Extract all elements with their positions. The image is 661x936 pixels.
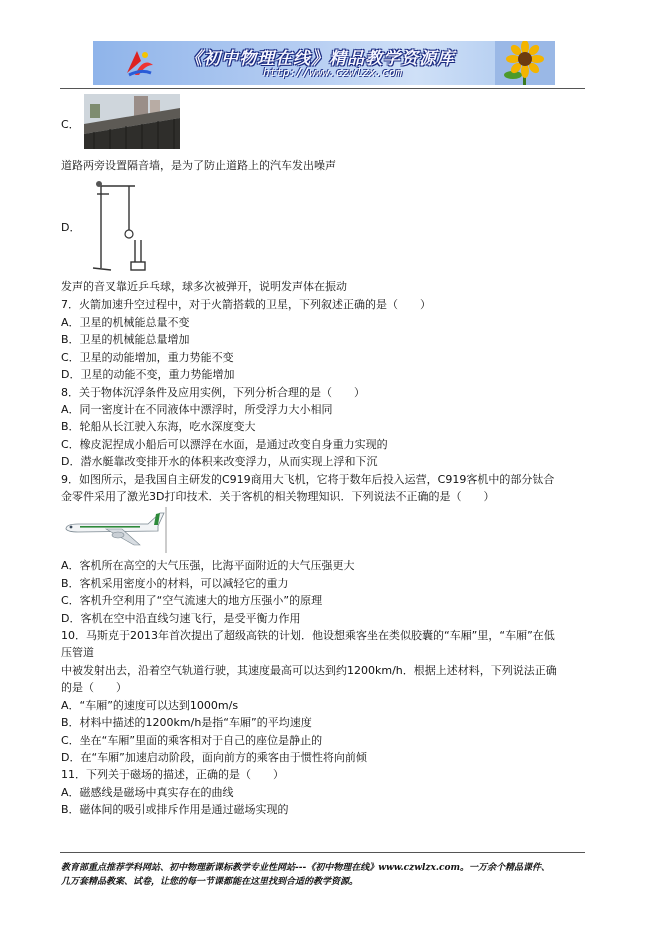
option-c-label: C． <box>61 118 80 131</box>
question-8-stem: 8．关于物体沉浮条件及应用实例，下列分析合理的是（ ） <box>61 386 365 399</box>
question-7-option-a: A．卫星的机械能总量不变 <box>61 316 190 329</box>
question-10-stem-line1: 10．马斯克于2013年首次提出了超级高铁的计划．他设想乘客坐在类似胶囊的“车厢”里，“车厢”在低 <box>61 629 555 642</box>
question-10-option-a: A．“车厢”的速度可以达到1000m/s <box>61 699 239 712</box>
question-10-option-b: B．材料中描述的1200km/h是指“车厢”的平均速度 <box>61 716 312 729</box>
question-9-option-c: C．客机升空利用了“空气流速大的地方压强小”的原理 <box>61 594 323 607</box>
question-9-stem-line1: 9．如图所示，是我国自主研发的C919商用大飞机，它将于数年后投入运营，C919客机中的部分钛合 <box>61 473 555 486</box>
question-8-option-b: B．轮船从长江驶入东海，吃水深度变大 <box>61 420 256 433</box>
question-10-option-d: D．在“车厢”加速启动阶段，面向前方的乘客由于惯性将向前倾 <box>61 751 367 764</box>
question-10-option-c: C．坐在“车厢”里面的乘客相对于自己的座位是静止的 <box>61 734 323 747</box>
question-11-stem: 11．下列关于磁场的描述，正确的是（ ） <box>61 768 284 781</box>
option-d-caption: 发声的音叉靠近乒乓球，球多次被弹开，说明发声体在振动 <box>61 280 347 293</box>
question-10-stem-line2: 压管道 <box>61 646 94 659</box>
header-title: 《初中物理在线》精品教学资源库 <box>185 49 455 69</box>
question-8-option-c: C．橡皮泥捏成小船后可以漂浮在水面，是通过改变自身重力实现的 <box>61 438 388 451</box>
question-7-stem: 7．火箭加速升空过程中，对于火箭搭载的卫星，下列叙述正确的是（ ） <box>61 298 431 311</box>
sound-barrier-photo <box>84 94 180 149</box>
header-url[interactable]: http://www.czwlzx.com <box>263 66 403 79</box>
question-7-option-d: D．卫星的动能不变，重力势能增加 <box>61 368 235 381</box>
question-10-stem-line3: 中被发射出去，沿着空气轨道行驶，其速度最高可以达到约1200km/h．根据上述材料，下列说法正确 <box>61 664 557 677</box>
sunflower-icon <box>495 41 555 85</box>
c919-airplane-photo <box>62 507 168 553</box>
question-9-option-a: A．客机所在高空的大气压强，比海平面附近的大气压强更大 <box>61 559 355 572</box>
question-7-option-c: C．卫星的动能增加，重力势能不变 <box>61 351 234 364</box>
question-10-stem-line4: 的是（ ） <box>61 681 127 694</box>
header-divider <box>60 88 585 89</box>
question-8-option-a: A．同一密度计在不同液体中漂浮时，所受浮力大小相同 <box>61 403 333 416</box>
option-c-caption: 道路两旁设置隔音墙，是为了防止道路上的汽车发出噪声 <box>61 159 336 172</box>
question-7-option-b: B．卫星的机械能总量增加 <box>61 333 190 346</box>
question-9-stem-line2: 金零件采用了激光3D打印技术．关于客机的相关物理知识．下列说法不正确的是（ ） <box>61 490 495 503</box>
question-8-option-d: D．潜水艇靠改变排开水的体积来改变浮力，从而实现上浮和下沉 <box>61 455 378 468</box>
site-logo-icon <box>123 47 155 79</box>
footer-divider <box>60 852 585 853</box>
footer-line-1: 教育部重点推荐学科网站、初中物理新课标教学专业性网站---《初中物理在线》www.czwlzx.com。一万余个精品课件、 <box>61 863 551 873</box>
question-9-option-d: D．客机在空中沿直线匀速飞行，是受平衡力作用 <box>61 612 301 625</box>
question-9-option-b: B．客机采用密度小的材料，可以减轻它的重力 <box>61 577 289 590</box>
question-11-option-b: B．磁体间的吸引或排斥作用是通过磁场实现的 <box>61 803 289 816</box>
footer-line-2: 几万套精品教案、试卷，让您的每一节课都能在这里找到合适的教学资源。 <box>61 877 359 887</box>
tuning-fork-diagram <box>89 178 151 276</box>
question-11-option-a: A．磁感线是磁场中真实存在的曲线 <box>61 786 234 799</box>
option-d-label: D． <box>61 221 81 234</box>
header-banner <box>93 41 555 85</box>
